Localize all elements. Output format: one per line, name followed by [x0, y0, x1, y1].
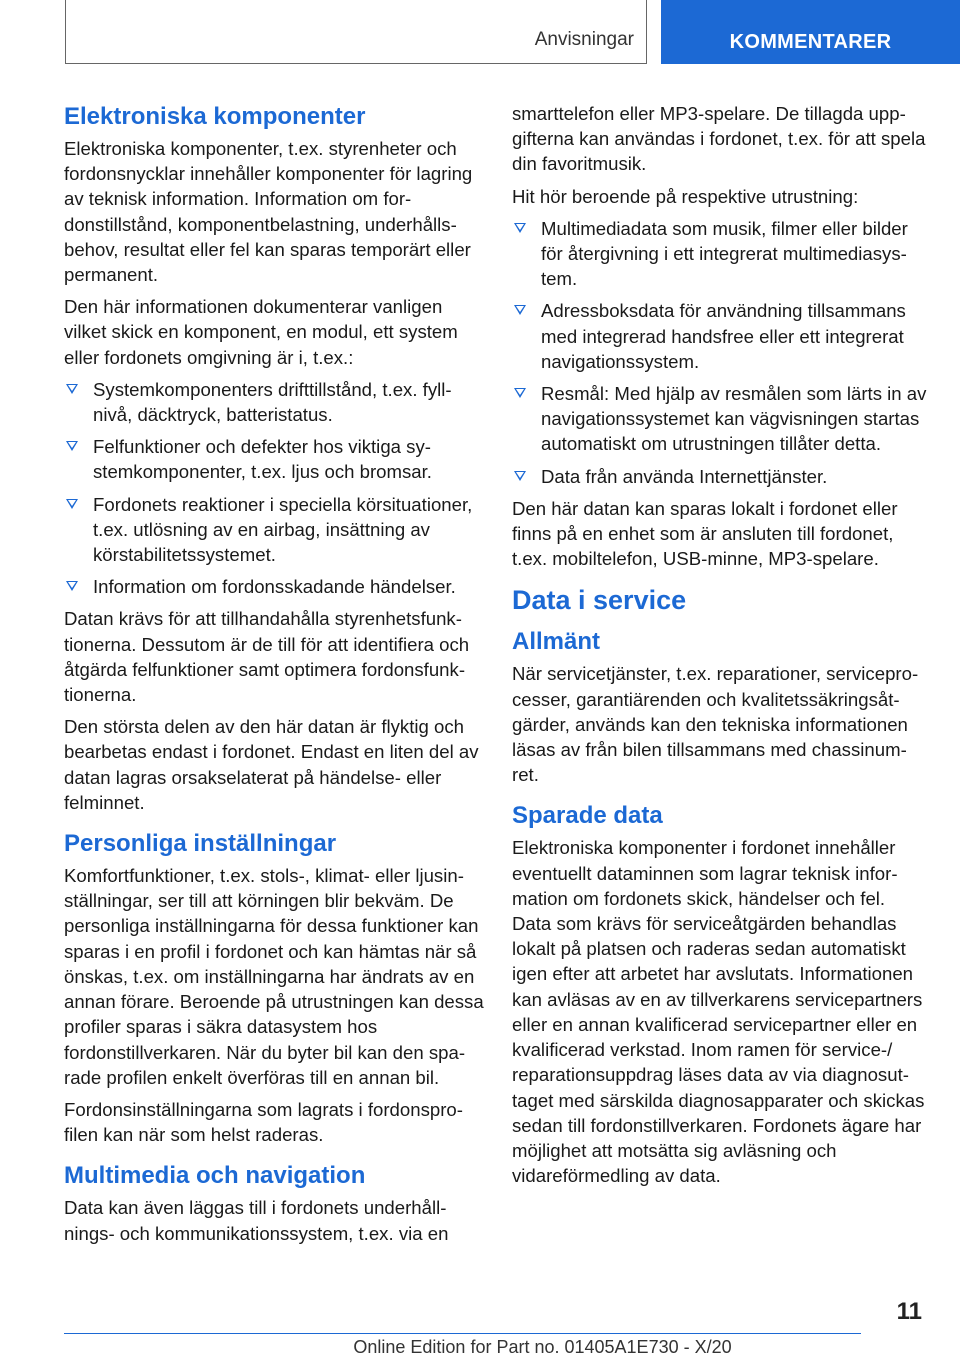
list-item: Systemkomponenters drifttillstånd, t.ex. fyllnivå, däcktryck, batteristatus.	[64, 377, 484, 427]
heading-data-i-service: Data i service	[512, 585, 687, 616]
list-item: Information om fordonsskadande händelser.	[64, 574, 484, 599]
paragraph: Den här datan kan sparas lokalt i fordonet eller finns på en enhet som är ansluten till fordonet, t.ex. mobiltelefon, USB-minne, MP3-spelare.	[512, 497, 898, 570]
paragraph: Data kan även läggas till i fordonets underhållnings- och kommunikationssystem, t.ex. via en	[64, 1197, 449, 1244]
bullet-list	[64, 377, 484, 600]
heading-sparade-data: Sparade data	[512, 802, 663, 830]
bullet-list	[512, 216, 927, 489]
triangle-bullet-icon	[514, 223, 526, 233]
footer-divider	[64, 1333, 861, 1334]
heading-allmant: Allmänt	[512, 628, 601, 656]
tab-anvisningar[interactable]	[65, 0, 647, 64]
triangle-bullet-icon	[66, 441, 78, 451]
list-item: Data från använda Internettjänster.	[512, 464, 927, 489]
triangle-bullet-icon	[514, 305, 526, 315]
paragraph: När servicetjänster, t.ex. reparationer, serviceprocesser, garantiärenden och kvalitetssäkringsåtgärder, används kan den tekniska informationen läsas av från bilen tillsammans med chassinumret.	[512, 663, 919, 786]
page-number: 11	[896, 1298, 922, 1325]
paragraph: Komfortfunktioner, t.ex. stols-, klimat- eller ljusinställningar, ser till att körningen blir bekväm. De personliga inställningarna för dessa funktioner kan sparas i en profil i fordonet och kan hämtas när så önskas, t.ex. om inställningarna har ändrats av en annan förare. Beroende på utrustningen kan dessa profiler sparas i säkra datasystem hos fordonstillverkaren. När du byter bil kan den sparade profilen enkelt överföras till en annan bil.	[64, 865, 484, 1088]
paragraph: Den största delen av den här datan är flyktig och bearbetas endast i fordonet. Endast en liten del av datan lagras orsakselaterat på händelse- eller felminnet.	[64, 716, 479, 813]
paragraph: Elektroniska komponenter i fordonet innehåller eventuellt dataminnen som lagrar teknisk information om fordonets skick, händelser och fel. Data som krävs för serviceåtgärden behandlas lokalt på platsen och raderas sedan automatiskt igen efter att arbetet har avslutats. Informationen kan avläsas av en av tillverkarens servicepartners eller en annan kvalificerad servicepartner eller en kvalificerad verkstad. Inom ramen för service-/ reparationsuppdrag läses data av via diagnosuttaget med särskilda diagnosapparater och skickas sedan till fordonstillverkaren. Fordonets ägare har möjlighet att motsätta sig avläsning och vidareförmedling av data.	[512, 837, 925, 1187]
heading-multimedia-navigation: Multimedia och navigation	[64, 1162, 366, 1190]
triangle-bullet-icon	[514, 388, 526, 398]
paragraph: Fordonsinställningarna som lagrats i fordonsprofilen kan när som helst raderas.	[64, 1098, 463, 1146]
list-item: Adressboksdata för användning tillsammans med integrerad handsfree eller ett integrerat navigationssystem.	[512, 298, 927, 374]
list-item: Felfunktioner och defekter hos viktiga systemkomponenter, t.ex. ljus och bromsar.	[64, 434, 484, 484]
heading-personliga-installningar: Personliga inställningar	[64, 830, 337, 858]
list-item: Multimediadata som musik, filmer eller bilder för återgivning i ett integrerat multimediasystem.	[512, 216, 927, 292]
left-column	[64, 100, 484, 1253]
tab-anvisningar-label: Anvisningar	[534, 29, 634, 50]
paragraph: Den här informationen dokumenterar vanligen vilket skick en komponent, en modul, ett system eller fordonets omgivning är i, t.ex.:	[64, 296, 458, 368]
right-column	[512, 101, 927, 1195]
paragraph: smarttelefon eller MP3-spelare. De tillagda uppgifterna kan användas i fordonet, t.ex. för att spela din favoritmusik.	[512, 103, 926, 175]
heading-elektroniska-komponenter: Elektroniska komponenter	[64, 103, 366, 130]
triangle-bullet-icon	[66, 499, 78, 509]
paragraph: Datan krävs för att tillhandahålla styrenhetsfunktionerna. Dessutom är de till för att identifiera och åtgärda felfunktioner samt optimera fordonsfunktionerna.	[64, 608, 470, 706]
footer-edition: Online Edition for Part no. 01405A1E730 - X/20	[353, 1337, 732, 1357]
paragraph: Hit hör beroende på respektive utrustning:	[512, 185, 859, 207]
triangle-bullet-icon	[66, 581, 78, 591]
list-item: Fordonets reaktioner i speciella körsituationer, t.ex. utlösning av en airbag, insättning av körstabilitetssystemet.	[64, 492, 484, 568]
page-header	[0, 0, 960, 66]
paragraph: Elektroniska komponenter, t.ex. styrenheter och fordonsnycklar innehåller komponenter för lagring av teknisk information. Information om fordonstillstånd, komponentbelastning, underhållsbehov, resultat eller fel kan sparas temporärt eller permanent.	[64, 138, 473, 286]
tab-kommentarer[interactable]: KOMMENTARER	[661, 0, 960, 64]
triangle-bullet-icon	[66, 384, 78, 394]
triangle-bullet-icon	[514, 471, 526, 481]
list-item: Resmål: Med hjälp av resmålen som lärts in av navigationssystemet kan vägvisningen startas automatiskt om utrustningen tillåter detta.	[512, 381, 927, 457]
